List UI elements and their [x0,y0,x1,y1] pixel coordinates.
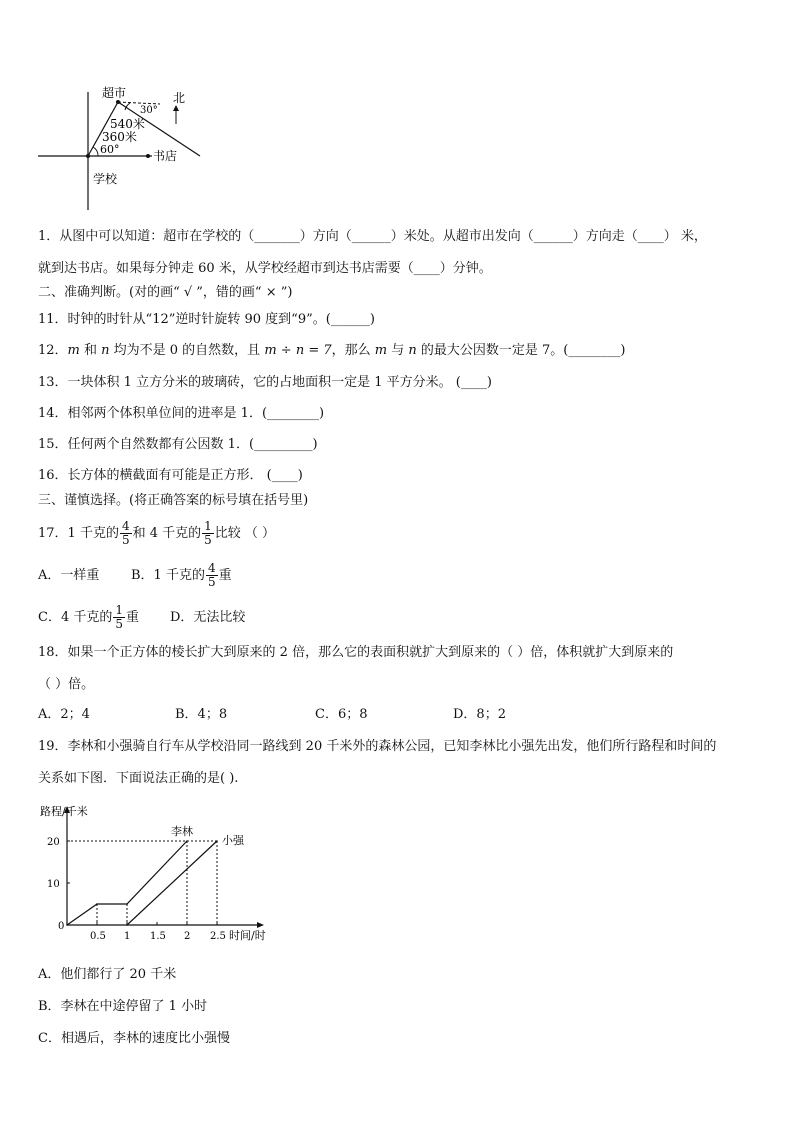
bookstore-point [146,154,150,158]
q12-pre: 12． [38,343,68,358]
x-tick-label-2.5: 2.5 [210,931,226,942]
q17-frac1-num: 4 [121,519,130,533]
q12-m: m [67,343,80,358]
series-label-1: 李林 [171,825,193,838]
x-tick-label-0.5: 0.5 [90,931,106,942]
q12-eq: m ÷ n = 7 [264,343,332,358]
q17-optB-frac [206,562,218,589]
q12 [38,342,625,360]
distance-360-label: 360米 [102,130,137,144]
q17-optB-post: 重 [218,568,232,583]
q17-frac2 [202,520,214,547]
q18-option-c[interactable]: C．6；8 [315,707,368,722]
angle-60-label: 60° [100,143,120,156]
q14: 14．相邻两个体积单位间的进率是 1．(________) [38,406,325,421]
bookstore-label: 书店 [153,149,178,163]
x-tick-label-1: 1 [124,931,131,942]
q13: 13．一块体积 1 立方分米的玻璃砖，它的占地面积一定是 1 平方分米。 (____) [38,375,492,390]
q16: 16．长方体的横截面有可能是正方形． (____) [38,468,303,483]
section3-heading: 三、谨慎选择。(将正确答案的标号填在括号里) [38,493,309,508]
q18-option-d[interactable]: D．8；2 [453,707,506,722]
q17-frac1 [120,520,132,547]
q19-option-a[interactable]: A．他们都行了 20 千米 [38,967,177,982]
q17-optC-den: 5 [115,617,123,631]
q19-line1: 19．李林和小强骑自行车从学校沿同一路线到 20 千米外的森林公园，已知李林比小强先出发，他们所行路程和时间的 [38,739,717,754]
north-reference-dash [118,102,160,104]
q17-optB-num: 4 [207,561,216,575]
q17-post: 比较 （ ） [214,526,276,541]
school-point [86,154,90,158]
series-1-point-3 [186,840,188,842]
q18-option-a[interactable]: A．2；4 [38,707,90,722]
angle-arc-60 [93,147,98,156]
supermarket-point [116,100,120,104]
north-arrow-head [173,105,179,111]
q1-line2: 就到达书店。如果每分钟走 60 米，从学校经超市到达书店需要（____）分钟。 [38,261,492,276]
y-axis-label: 路程/千米 [40,805,88,818]
q19-option-c[interactable]: C．相遇后，李林的速度比小强慢 [38,1031,230,1046]
q17-option-b[interactable] [131,560,232,592]
q18-line1: 18．如果一个正方体的棱长扩大到原来的 2 倍，那么它的表面积就扩大到原来的（ ）倍，体积就扩大到原来的 [38,645,674,660]
series-1-point-0 [66,924,68,926]
series-2-point-0 [126,924,128,926]
q17-pre: 17．1 千克的 [38,526,119,541]
q12-post1: ，那么 [331,343,375,358]
x-axis-label: 时间/时 [229,929,266,942]
y-tick-label-20: 20 [47,837,60,848]
q17-option-d[interactable]: D．无法比较 [170,610,246,625]
x-tick-label-2: 2 [184,931,191,942]
q15: 15．任何两个自然数都有公因数 1．(_________) [38,437,318,452]
school-label: 学校 [93,172,118,186]
series-label-2: 小强 [222,834,244,847]
angle-30-label: 30° [140,105,158,116]
q12-mid: 均为不是 0 的自然数，且 [109,343,265,358]
q17-optC-pre: C．4 千克的 [38,610,113,625]
q17-option-c[interactable] [38,602,139,634]
q17 [38,518,275,550]
series-line-2 [127,841,217,925]
q18-line2: （ ）倍。 [38,677,95,692]
x-axis-arrow [257,922,264,928]
q17-frac1-den: 5 [121,533,130,547]
origin-label: 0 [58,921,65,932]
series-1-point-2 [126,903,128,905]
q17-mid: 和 4 千克的 [132,526,202,541]
q17-optB-pre: B．1 千克的 [131,568,205,583]
section2-heading: 二、准确判断。(对的画“ √ ”，错的画“ × ”) [38,285,293,300]
q17-optC-post: 重 [126,610,140,625]
q17-optC-num: 1 [115,603,123,617]
q12-n2: n [408,343,417,358]
q12-n: n [101,343,110,358]
north-label: 北 [173,91,186,105]
q17-optB-den: 5 [207,575,216,589]
x-tick-label-1.5: 1.5 [150,931,166,942]
series-2-point-1 [216,840,218,842]
q12-post2: 与 [387,343,409,358]
q17-frac2-num: 1 [204,519,212,533]
supermarket-label: 超市 [102,86,127,100]
q17-optC-frac [113,604,125,631]
q1-line1: 1．从图中可以知道：超市在学校的（_______）方向（______）米处。从超市出发向（______）方向走（____） 米， [38,229,707,244]
location-map [30,82,230,214]
distance-time-chart [30,800,290,950]
q17-frac2-den: 5 [204,533,212,547]
q12-m2: m [374,343,388,358]
q17-option-a[interactable]: A．一样重 [38,568,100,583]
distance-540-label: 540米 [110,117,145,131]
q12-and: 和 [79,343,102,358]
series-1-point-1 [96,903,98,905]
q19-option-b[interactable]: B．李林在中途停留了 1 小时 [38,999,208,1014]
q12-post3: 的最大公因数一定是 7。(________) [416,343,626,358]
q19-line2: 关系如下图．下面说法正确的是( ). [38,771,239,786]
q11: 11．时钟的时针从“12”逆时针旋转 90 度到“9”。(______) [38,312,375,327]
q18-option-b[interactable]: B．4；8 [175,707,228,722]
y-tick-label-10: 10 [47,879,60,890]
